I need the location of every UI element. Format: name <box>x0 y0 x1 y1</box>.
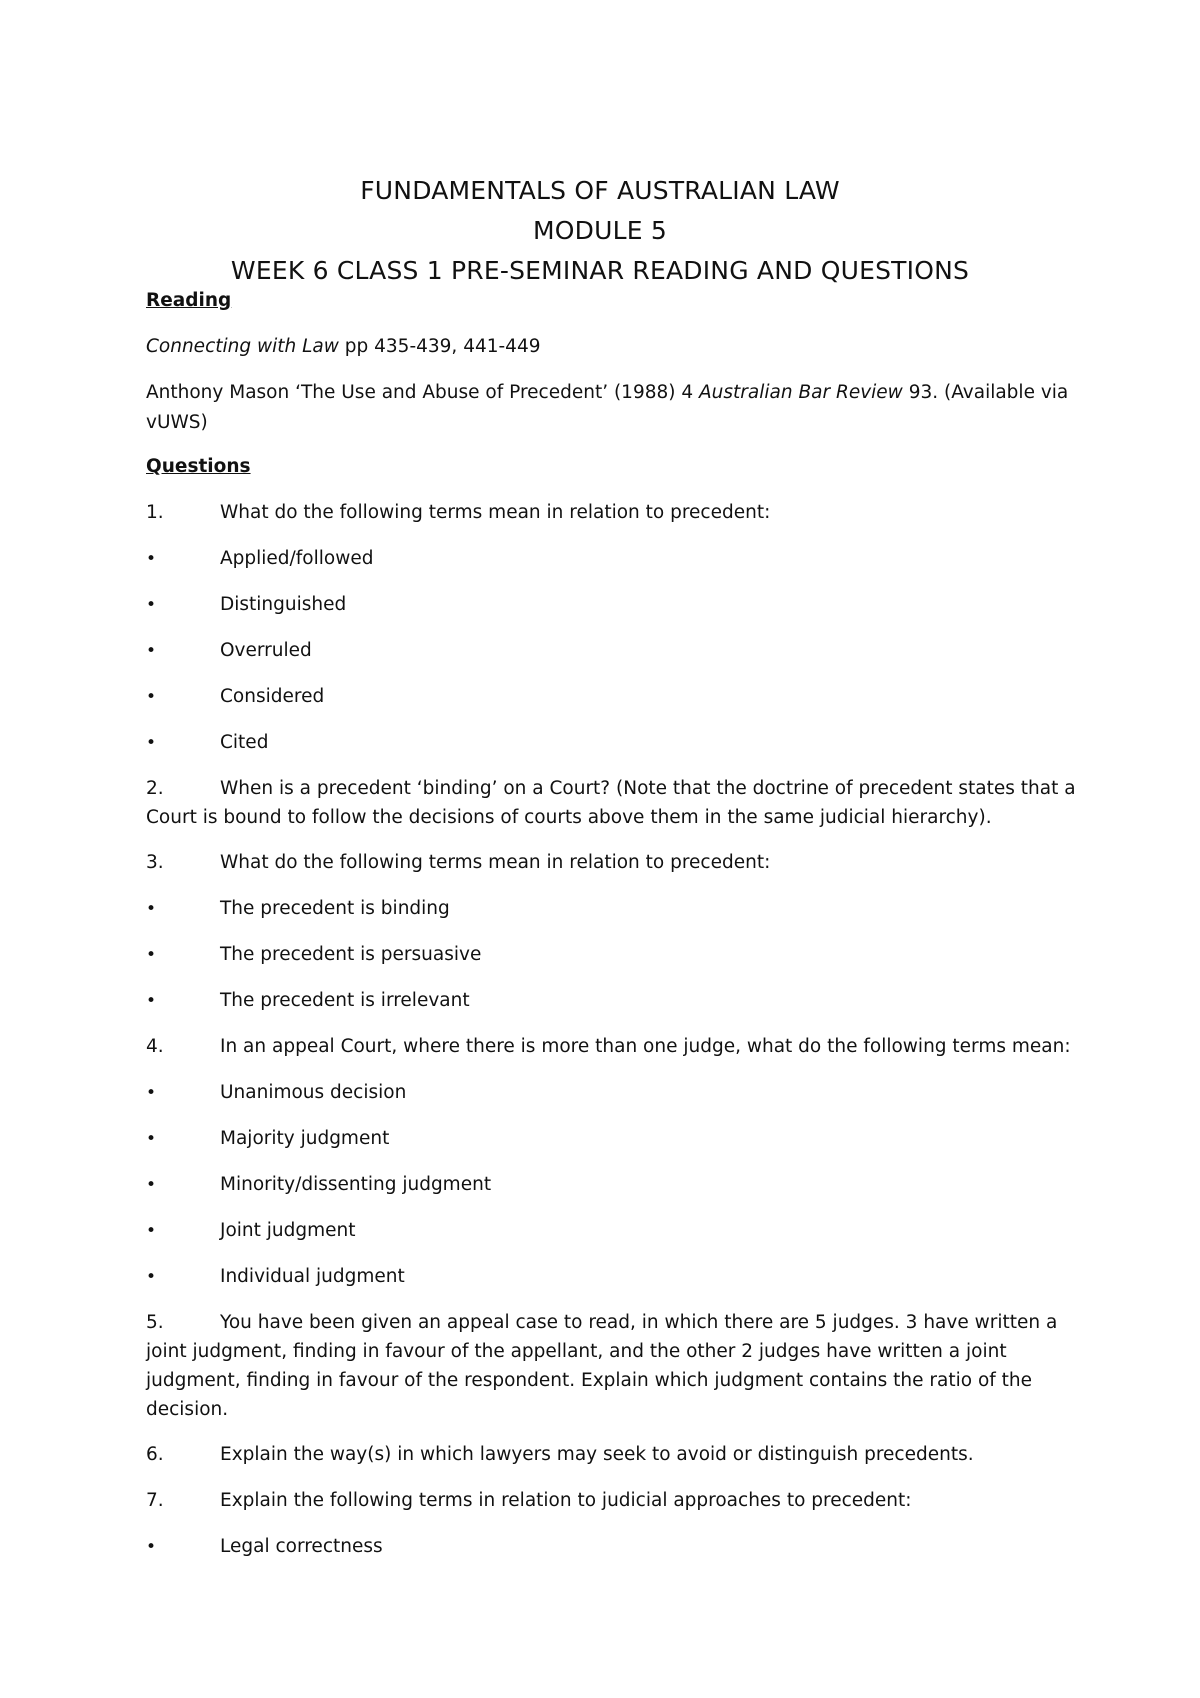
list-item: Minority/dissenting judgment <box>220 1174 492 1195</box>
questions-heading: Questions <box>146 456 251 477</box>
question-text-cont: Court is bound to follow the decisions of courts above them in the same judicial hierarchy). <box>146 807 992 828</box>
document-title: FUNDAMENTALS OF AUSTRALIAN LAW <box>360 176 840 205</box>
document-subtitle: WEEK 6 CLASS 1 PRE-SEMINAR READING AND QUESTIONS <box>230 256 970 285</box>
reading-heading: Reading <box>146 290 232 311</box>
bullet-icon: • <box>146 1537 157 1557</box>
reading-item-2: Anthony Mason ‘The Use and Abuse of Precedent’ (1988) 4 Australian Bar Review 93. (Available via <box>146 382 1069 403</box>
question-number: 1. <box>146 502 164 523</box>
list-item: Considered <box>220 686 325 707</box>
bullet-icon: • <box>146 1175 157 1195</box>
bullet-icon: • <box>146 549 157 569</box>
list-item: Individual judgment <box>220 1266 405 1287</box>
question-number: 3. <box>146 852 164 873</box>
list-item: Majority judgment <box>220 1128 390 1149</box>
list-item: The precedent is binding <box>220 898 450 919</box>
bullet-icon: • <box>146 641 157 661</box>
bullet-icon: • <box>146 733 157 753</box>
reading-item-1 <box>146 336 541 358</box>
list-item: The precedent is persuasive <box>220 944 482 965</box>
module-label: MODULE 5 <box>533 216 667 245</box>
list-item: Overruled <box>220 640 312 661</box>
bullet-icon: • <box>146 595 157 615</box>
question-number: 7. <box>146 1490 164 1511</box>
list-item: The precedent is irrelevant <box>220 990 470 1011</box>
list-item: Cited <box>220 732 269 753</box>
question-text-cont: decision. <box>146 1399 229 1420</box>
list-item: Legal correctness <box>220 1536 383 1557</box>
bullet-icon: • <box>146 1129 157 1149</box>
bullet-icon: • <box>146 1221 157 1241</box>
question-text-cont: judgment, finding in favour of the respondent. Explain which judgment contains the ratio of the <box>146 1370 1033 1391</box>
question-text: Explain the following terms in relation to judicial approaches to precedent: <box>220 1490 912 1511</box>
question-text: Explain the way(s) in which lawyers may seek to avoid or distinguish precedents. <box>220 1444 974 1465</box>
list-item: Applied/followed <box>220 548 374 569</box>
question-text: What do the following terms mean in relation to precedent: <box>220 852 771 873</box>
question-number: 2. <box>146 778 164 799</box>
journal-title: Australian Bar Review <box>699 382 903 403</box>
bullet-icon: • <box>146 899 157 919</box>
question-text-cont: joint judgment, finding in favour of the appellant, and the other 2 judges have written a joint <box>146 1341 1007 1362</box>
bullet-icon: • <box>146 1083 157 1103</box>
bullet-icon: • <box>146 1267 157 1287</box>
question-text: What do the following terms mean in relation to precedent: <box>220 502 771 523</box>
bullet-icon: • <box>146 687 157 707</box>
question-number: 4. <box>146 1036 164 1057</box>
question-text: When is a precedent ‘binding’ on a Court? (Note that the doctrine of precedent states that a <box>220 778 1076 799</box>
question-number: 5. <box>146 1312 164 1333</box>
reading-item-2-cont: vUWS) <box>146 412 208 433</box>
book-title: Connecting with Law <box>146 336 339 357</box>
bullet-icon: • <box>146 945 157 965</box>
list-item: Joint judgment <box>220 1220 356 1241</box>
list-item: Unanimous decision <box>220 1082 407 1103</box>
question-text: In an appeal Court, where there is more than one judge, what do the following terms mean: <box>220 1036 1071 1057</box>
book-pages: pp 435-439, 441-449 <box>338 336 541 357</box>
bullet-icon: • <box>146 991 157 1011</box>
question-text: You have been given an appeal case to read, in which there are 5 judges. 3 have written a <box>220 1312 1058 1333</box>
question-number: 6. <box>146 1444 164 1465</box>
list-item: Distinguished <box>220 594 347 615</box>
